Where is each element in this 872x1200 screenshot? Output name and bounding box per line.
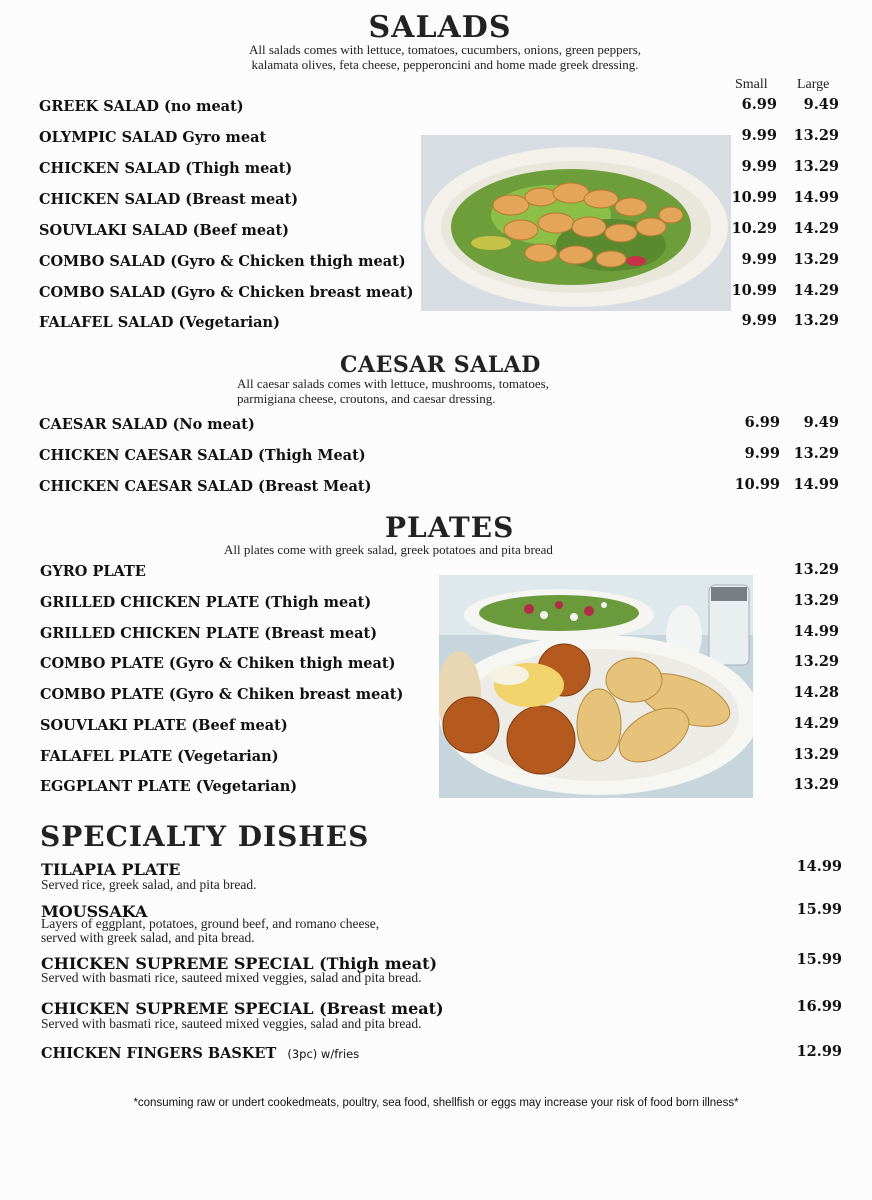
caesar-item-price-large: 13.29 <box>793 445 839 462</box>
plate-item-price: 13.29 <box>793 561 839 578</box>
plate-item-price: 14.29 <box>793 715 839 732</box>
salad-item-name: CHICKEN SALAD (Breast meat) <box>39 191 299 208</box>
specialty-item-desc: Layers of eggplant, potatoes, ground beef, and romano cheese, <box>41 916 380 931</box>
salad-item-price-small: 9.99 <box>741 251 777 268</box>
caesar-item-price-large: 14.99 <box>793 476 839 493</box>
caesar-description-line2: parmigiana cheese, croutons, and caesar dressing. <box>237 391 496 406</box>
salad-item-name: GREEK SALAD (no meat) <box>39 98 244 115</box>
salad-item-price-large: 13.29 <box>793 251 839 268</box>
caesar-item-name: CAESAR SALAD (No meat) <box>39 416 255 433</box>
column-small-header: Small <box>735 77 768 92</box>
specialty-item-price: 14.99 <box>796 858 842 875</box>
salad-item-price-small: 10.29 <box>731 220 777 237</box>
plate-item-price: 13.29 <box>793 592 839 609</box>
specialty-item-desc: served with greek salad, and pita bread. <box>41 930 255 945</box>
specialty-item-name: TILAPIA PLATE <box>41 860 181 879</box>
salad-item-price-large: 13.29 <box>793 312 839 329</box>
salad-item-price-small: 9.99 <box>741 127 777 144</box>
salad-item-price-large: 13.29 <box>793 127 839 144</box>
salad-item-price-small: 10.99 <box>731 189 777 206</box>
caesar-item-price-small: 10.99 <box>734 476 780 493</box>
salad-item-name: FALAFEL SALAD (Vegetarian) <box>39 314 280 331</box>
salad-item-price-large: 14.99 <box>793 189 839 206</box>
plate-photo <box>439 575 753 798</box>
caesar-item-price-small: 9.99 <box>744 445 780 462</box>
salad-item-name: CHICKEN SALAD (Thigh meat) <box>39 160 293 177</box>
caesar-item-name: CHICKEN CAESAR SALAD (Thigh Meat) <box>39 447 366 464</box>
plate-item-name: FALAFEL PLATE (Vegetarian) <box>40 748 279 765</box>
caesar-item-price-large: 9.49 <box>803 414 839 431</box>
specialty-item-name <box>41 1045 359 1062</box>
plates-title: PLATES <box>385 511 515 544</box>
salads-description-line2: kalamata olives, feta cheese, pepperoncini and home made greek dressing. <box>251 57 639 72</box>
specialty-item-name: CHICKEN SUPREME SPECIAL (Breast meat) <box>41 999 444 1018</box>
specialty-item-price: 16.99 <box>796 998 842 1015</box>
specialty-item-name: MOUSSAKA <box>41 902 148 921</box>
salad-item-price-small: 10.99 <box>731 282 777 299</box>
caesar-item-name: CHICKEN CAESAR SALAD (Breast Meat) <box>39 478 372 495</box>
chicken-salad-photo <box>421 135 731 311</box>
salad-item-price-large: 9.49 <box>803 96 839 113</box>
plate-item-name: GRILLED CHICKEN PLATE (Thigh meat) <box>40 594 372 611</box>
plate-item-price: 14.99 <box>793 623 839 640</box>
specialty-item-desc: Served with basmati rice, sauteed mixed veggies, salad and pita bread. <box>41 1016 422 1031</box>
salads-description-line1: All salads comes with lettuce, tomatoes, cucumbers, onions, green peppers, <box>248 42 642 57</box>
caesar-item-price-small: 6.99 <box>744 414 780 431</box>
specialty-item-price: 12.99 <box>796 1043 842 1060</box>
plate-item-name: EGGPLANT PLATE (Vegetarian) <box>40 778 298 795</box>
plate-item-name: GYRO PLATE <box>40 563 146 580</box>
salad-item-price-large: 14.29 <box>793 220 839 237</box>
plate-item-price: 13.29 <box>793 776 839 793</box>
salad-item-name: COMBO SALAD (Gyro & Chicken thigh meat) <box>39 253 406 270</box>
salads-title: SALADS <box>368 10 512 45</box>
caesar-title: CAESAR SALAD <box>340 352 541 378</box>
plate-item-name: GRILLED CHICKEN PLATE (Breast meat) <box>40 625 378 642</box>
salad-item-name: OLYMPIC SALAD Gyro meat <box>39 129 267 146</box>
specialty-title: SPECIALTY DISHES <box>40 820 370 853</box>
salad-item-name: COMBO SALAD (Gyro & Chicken breast meat) <box>39 284 414 301</box>
caesar-description-line1: All caesar salads comes with lettuce, mushrooms, tomatoes, <box>237 376 549 391</box>
specialty-item-price: 15.99 <box>796 951 842 968</box>
plate-item-price: 13.29 <box>793 653 839 670</box>
plate-item-price: 14.28 <box>793 684 839 701</box>
plate-item-price: 13.29 <box>793 746 839 763</box>
salad-item-price-large: 14.29 <box>793 282 839 299</box>
salad-item-price-small: 9.99 <box>741 312 777 329</box>
plate-item-name: COMBO PLATE (Gyro & Chiken thigh meat) <box>40 655 396 672</box>
specialty-item-name: CHICKEN SUPREME SPECIAL (Thigh meat) <box>41 954 438 973</box>
chicken-fingers-name: CHICKEN FINGERS BASKET <box>41 1045 277 1062</box>
salad-item-price-small: 9.99 <box>741 158 777 175</box>
specialty-item-desc: Served rice, greek salad, and pita bread. <box>41 877 257 892</box>
column-large-header: Large <box>797 77 830 92</box>
plates-description: All plates come with greek salad, greek potatoes and pita bread <box>224 542 553 557</box>
plate-item-name: SOUVLAKI PLATE (Beef meat) <box>40 717 288 734</box>
specialty-item-desc: Served with basmati rice, sauteed mixed veggies, salad and pita bread. <box>41 970 422 985</box>
salad-item-price-small: 6.99 <box>741 96 777 113</box>
food-safety-disclaimer: *consuming raw or undert cookedmeats, poultry, sea food, shellfish or eggs may increase your risk of food born illness* <box>133 1097 739 1109</box>
specialty-item-price: 15.99 <box>796 901 842 918</box>
salad-item-name: SOUVLAKI SALAD (Beef meat) <box>39 222 290 239</box>
salad-item-price-large: 13.29 <box>793 158 839 175</box>
chicken-fingers-note: (3pc) w/fries <box>287 1047 360 1061</box>
plate-item-name: COMBO PLATE (Gyro & Chiken breast meat) <box>40 686 404 703</box>
